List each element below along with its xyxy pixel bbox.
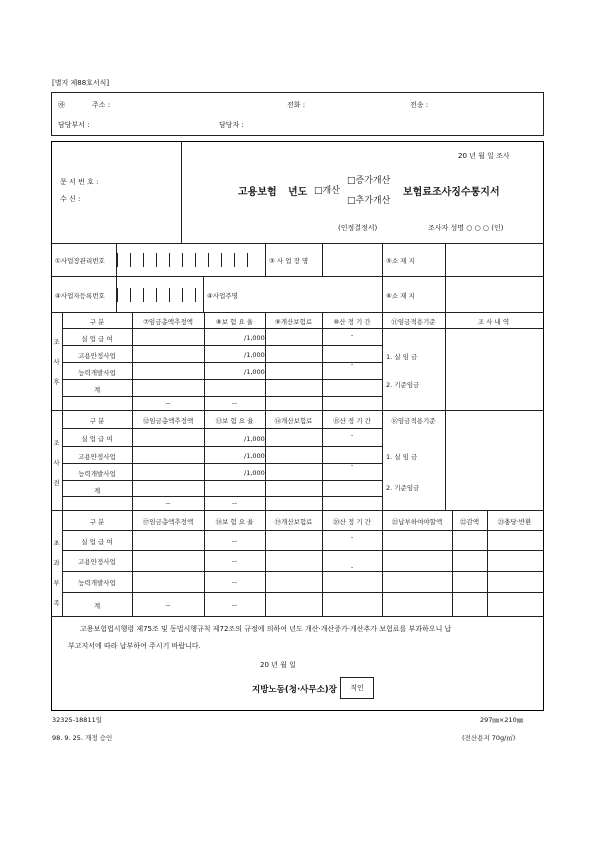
notice-line-2: 부고지서에 따라 납부하여 주시기 바랍니다. <box>68 642 201 650</box>
site-no-label: ①사업장관리번호 <box>55 257 105 265</box>
col-header: 구 분 <box>89 417 105 425</box>
decision-note: (인정결정서) <box>338 224 378 232</box>
dash: -- <box>232 578 237 586</box>
side-char: 후 <box>53 378 60 386</box>
dash: -- <box>232 499 237 507</box>
side-char: 전 <box>53 479 60 487</box>
col-header: ⑲개산보험료 <box>274 518 313 526</box>
row-total: 계 <box>93 386 101 394</box>
biz-addr-label: ⑥소 재 지 <box>386 292 415 300</box>
biz-no-label: ④사업자등록번호 <box>55 292 105 300</box>
rate-value: /1,000 <box>244 469 265 477</box>
col-header: ㉒감액 <box>459 518 480 526</box>
row-label: 실 업 급 여 <box>81 538 113 546</box>
row-label: 고용안정사업 <box>78 453 116 461</box>
option-recalc: □개산 <box>314 186 340 196</box>
site-number-boxes <box>117 252 260 271</box>
inspector-name: 조사자 성명 ○ ○ ○ (인) <box>428 224 504 232</box>
col-header: ⑯임금적용기준 <box>391 417 436 425</box>
wage-option: 1. 실 임 금 <box>386 453 418 461</box>
dash: -- <box>232 601 237 609</box>
col-header: 조 사 내 역 <box>477 318 510 326</box>
official-seal-box: 직인 <box>340 677 374 699</box>
notice-date: 20 년 월 일 <box>260 661 296 669</box>
side-char: 부 <box>53 579 60 587</box>
doc-number-label: 문 서 번 호 : <box>60 178 99 186</box>
dept-label: 담당부서 : <box>58 121 90 129</box>
side-char: 초 <box>53 539 60 547</box>
biz-name-label: ④사업주명 <box>207 292 238 300</box>
row-label: 능력개발사업 <box>78 579 116 587</box>
side-char: 사 <box>53 459 60 467</box>
col-header: ㉑납부하여야할액 <box>391 518 443 526</box>
col-header: ㉓충당·반환 <box>497 518 532 526</box>
col-header: ⑱보 험 요 율 <box>215 518 254 526</box>
dot: - <box>350 461 354 469</box>
row-label: 능력개발사업 <box>78 470 116 478</box>
person-label: 담당자 : <box>219 121 244 129</box>
row-label: 능력개발사업 <box>78 369 116 377</box>
paper-spec: (전산용지 70g/㎡) <box>462 734 516 742</box>
row-total: 계 <box>93 487 101 495</box>
col-header: ⑧보 험 요 율 <box>215 318 254 326</box>
wage-option: 2. 기준임금 <box>386 484 420 492</box>
title-year: 년도 <box>288 187 308 198</box>
row-label: 고용안정사업 <box>78 352 116 360</box>
col-header: ⑨개산보험료 <box>274 318 313 326</box>
row-label: 실 업 급 여 <box>81 435 113 443</box>
col-header: ⑭개산보험료 <box>274 417 313 425</box>
col-header: ⑮산 정 기 간 <box>333 417 371 425</box>
col-header: ⑫임금총액추정액 <box>142 417 194 425</box>
fax-label: 전송 : <box>410 101 429 109</box>
approval-note: 98. 9. 25. 개정 승인 <box>52 734 113 742</box>
dash: -- <box>232 537 237 545</box>
paper-size: 297㎜×210㎜ <box>480 716 524 724</box>
title-tail: 보험료조사징수통지서 <box>403 187 500 198</box>
col-header: ⑪임금적용기준 <box>391 318 436 326</box>
row-total: 계 <box>93 602 101 610</box>
rate-value: /1,000 <box>244 351 265 359</box>
side-char: 사 <box>53 358 60 366</box>
wage-option: 2. 기준임금 <box>386 381 420 389</box>
side-char: 족 <box>53 599 60 607</box>
biz-number-boxes <box>117 287 208 306</box>
row-label: 고용안정사업 <box>78 558 116 566</box>
col-header: ⑰임금총액추정액 <box>142 518 194 526</box>
site-addr-label: ⑤소 재 지 <box>386 257 415 265</box>
row-label: 실 업 급 여 <box>81 335 113 343</box>
issuing-office: 지방노동(청·사무소)장 <box>252 685 337 695</box>
dot: - <box>350 431 354 439</box>
site-name-label: ③ 사 업 장 명 <box>269 257 309 265</box>
col-header: ⑦임금총액추정액 <box>143 318 193 326</box>
dash: -- <box>232 399 237 407</box>
survey-date: 20 년 월 일 조사 <box>458 152 510 160</box>
dot: - <box>350 563 354 571</box>
dot: - <box>350 533 354 541</box>
col-header: ⑬보 험 요 율 <box>215 417 254 425</box>
dot: - <box>350 360 354 368</box>
form-number: [별지 제88호서식] <box>52 79 110 87</box>
side-char: 조 <box>53 338 60 346</box>
side-char: 조 <box>53 439 60 447</box>
option-increase: □증가개산 <box>347 176 391 186</box>
address-prefix: ㉶ <box>58 101 65 109</box>
notice-line-1: 고용보험법시행령 제75조 및 동법시행규칙 제72조의 규정에 의하여 년도 개산·개산증가·개산추가 보험료를 부과하오니 납 <box>80 625 452 633</box>
rate-value: /1,000 <box>244 334 265 342</box>
rate-value: /1,000 <box>244 368 265 376</box>
dash: -- <box>165 601 171 609</box>
sender-header <box>51 92 544 136</box>
dash: -- <box>165 499 171 507</box>
title-main: 고용보험 <box>238 187 277 198</box>
col-header: ⑳산 정 기 간 <box>333 518 371 526</box>
dot: - <box>350 331 354 339</box>
address-label: 주소 : <box>92 101 111 109</box>
rate-value: /1,000 <box>244 452 265 460</box>
phone-label: 전화 : <box>287 101 306 109</box>
option-additional: □추가개산 <box>347 196 391 206</box>
col-header: 구 분 <box>89 518 105 526</box>
col-header: ⑩산 정 기 간 <box>333 318 371 326</box>
rate-value: /1,000 <box>244 435 265 443</box>
dash: -- <box>232 557 237 565</box>
dash: -- <box>165 399 171 407</box>
wage-option: 1. 실 임 금 <box>386 353 418 361</box>
recipient-label: 수 신 : <box>60 195 81 203</box>
form-code: 32325-18811일 <box>52 716 102 724</box>
side-char: 과 <box>53 559 60 567</box>
col-header: 구 분 <box>89 318 105 326</box>
